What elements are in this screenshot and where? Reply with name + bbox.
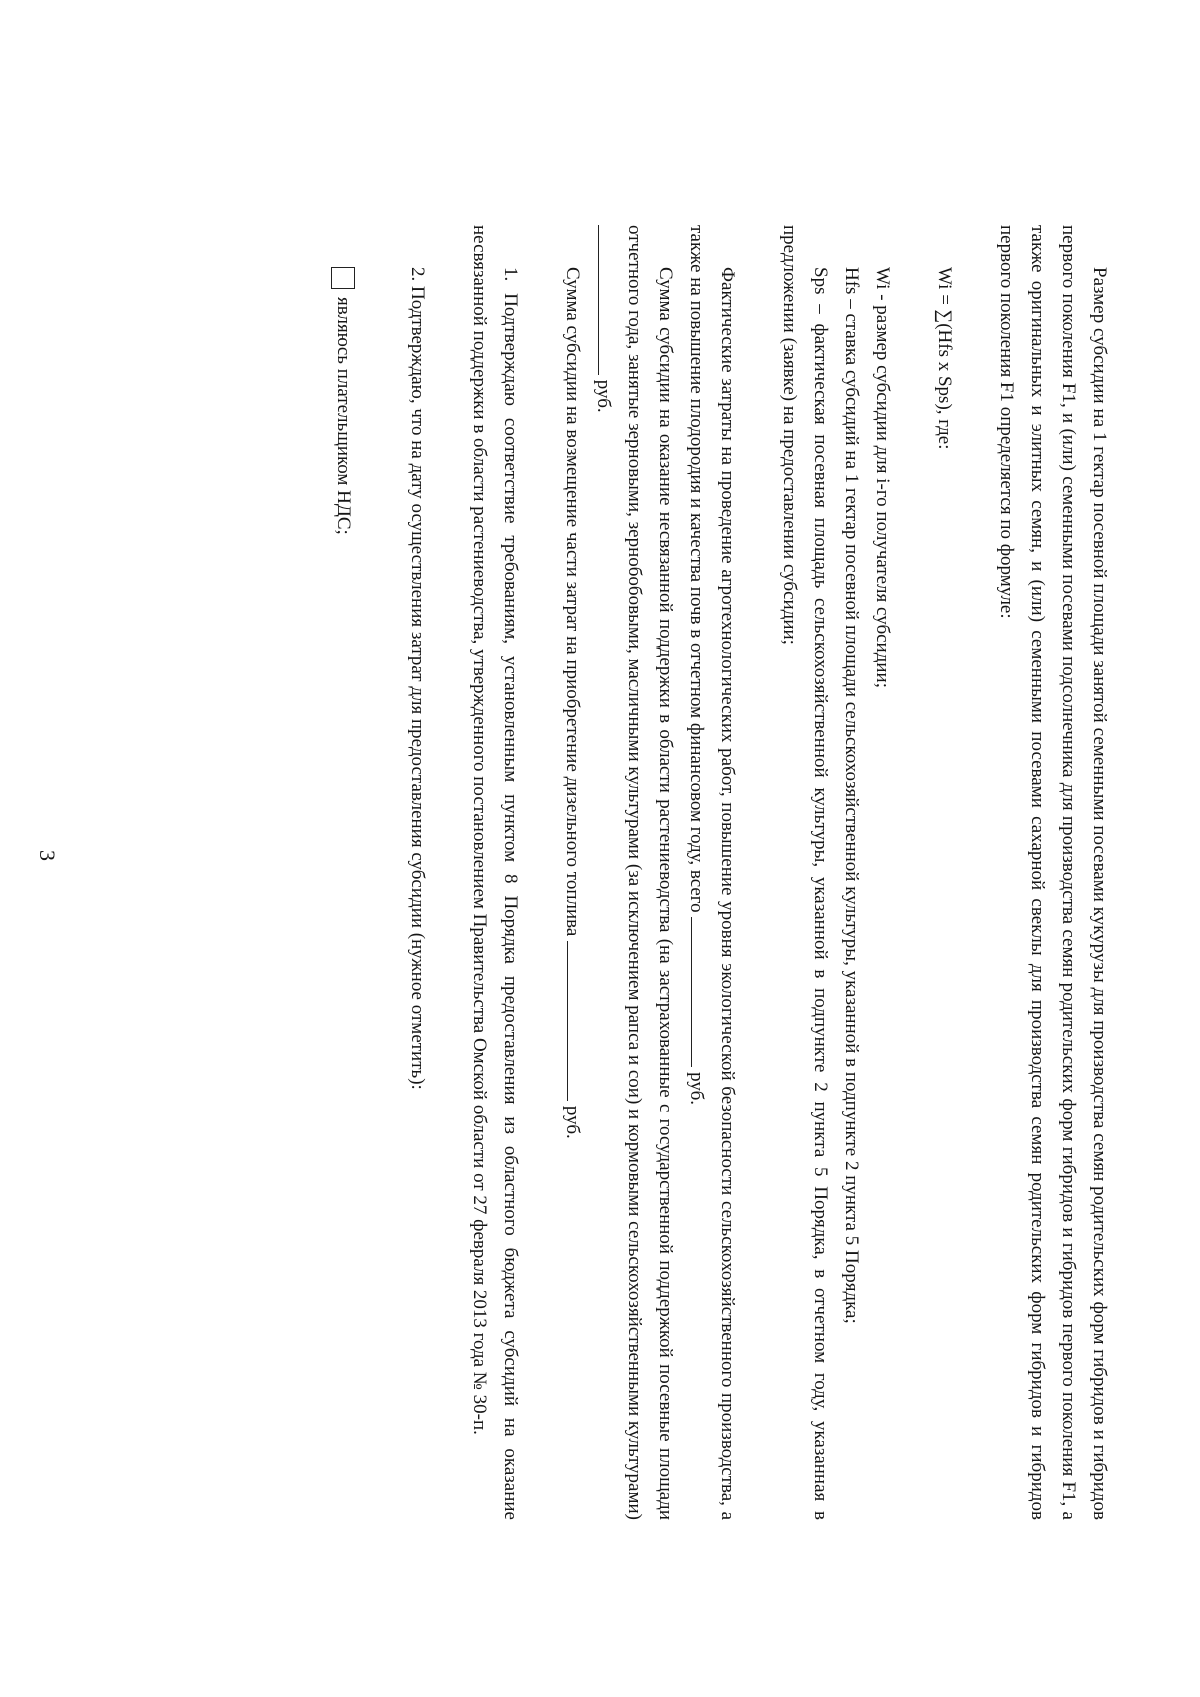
subsidy-size-paragraph: Размер субсидии на 1 гектар посевной площади занятой семенными посевами кукурузы для производства семян родительских форм гибридов и гибридов первого поколения F1, и (или) семенными посевами подсолнечника для производства семян родительских форм гибридов и гибридов первого поколения F1, а также оригинальных и элитных семян, и (или) семенными посевами сахарной свеклы для производства семян родительских форм гибридов и гибридов первого поколения F1 определяется по формуле:	[996, 225, 1110, 1520]
wi-definition: Wi - размер субсидии для i-го получателя субсидии;	[872, 267, 893, 689]
fuel-subsidy-unit: руб.	[562, 1105, 583, 1139]
subsidy-sum-text: Сумма субсидии на оказание несвязанной поддержки в области растениеводства (на застрахованные с государственной поддержкой посевные площади отчетного года, занятые зерновыми, зернобобовыми, масличными культурами (за исключением рапса и сои) и кормовыми сельскохозяйственными культурами)	[624, 225, 676, 1520]
fuel-subsidy-text: Сумма субсидии на возмещение части затрат на приобретение дизельного топлива	[562, 267, 583, 937]
confirmation-2: 2. Подтверждаю, что на дату осуществления затрат для предоставления субсидии (нужное отметить):	[407, 267, 428, 1090]
fuel-subsidy-blank[interactable]	[567, 941, 588, 1101]
document-body	[35, 105, 1115, 1560]
confirmation-1: 1. Подтверждаю соответствие требованиям, установленным пунктом 8 Порядка предоставления из областного бюджета субсидий на оказание несвязанной поддержки в области растениеводства, утвержденного постановлением Правительства Омской области от 27 февраля 2013 года № 30-п.	[469, 225, 521, 1520]
vat-option-label: являюсь плательщиком НДС;	[333, 297, 354, 535]
hfs-definition: Hfs – ставка субсидий на 1 гектар посевной площади сельскохозяйственной культуры, указанной в подпункте 2 пункта 5 Порядка;	[841, 267, 862, 1324]
actual-costs-paragraph	[681, 225, 743, 1520]
sps-definition: Sps – фактическая посевная площадь сельскохозяйственной культуры, указанной в подпункте 2 пункта 5 Порядка, в отчетном году, указанная в предложении (заявке) на предоставлении субсидии;	[779, 225, 831, 1520]
subsidy-sum-blank[interactable]	[598, 225, 619, 375]
actual-costs-unit: руб.	[686, 1072, 707, 1106]
actual-costs-blank[interactable]	[691, 917, 712, 1067]
fuel-subsidy-paragraph	[557, 225, 588, 1520]
vat-checkbox[interactable]	[332, 267, 356, 289]
formula: Wi = ∑(Hfs x Sps), где:	[934, 267, 955, 450]
subsidy-sum-unit: руб.	[593, 379, 614, 413]
subsidy-sum-paragraph	[588, 225, 681, 1520]
page-number: 3	[35, 850, 60, 861]
actual-costs-text: Фактические затраты на проведение агротехнологических работ, повышение уровня экологической безопасности сельскохозяйственного производства, а также на повышение плодородия и качества почв в отчетном финансовом году, всего	[686, 225, 738, 1520]
vat-option-row	[328, 225, 359, 1520]
